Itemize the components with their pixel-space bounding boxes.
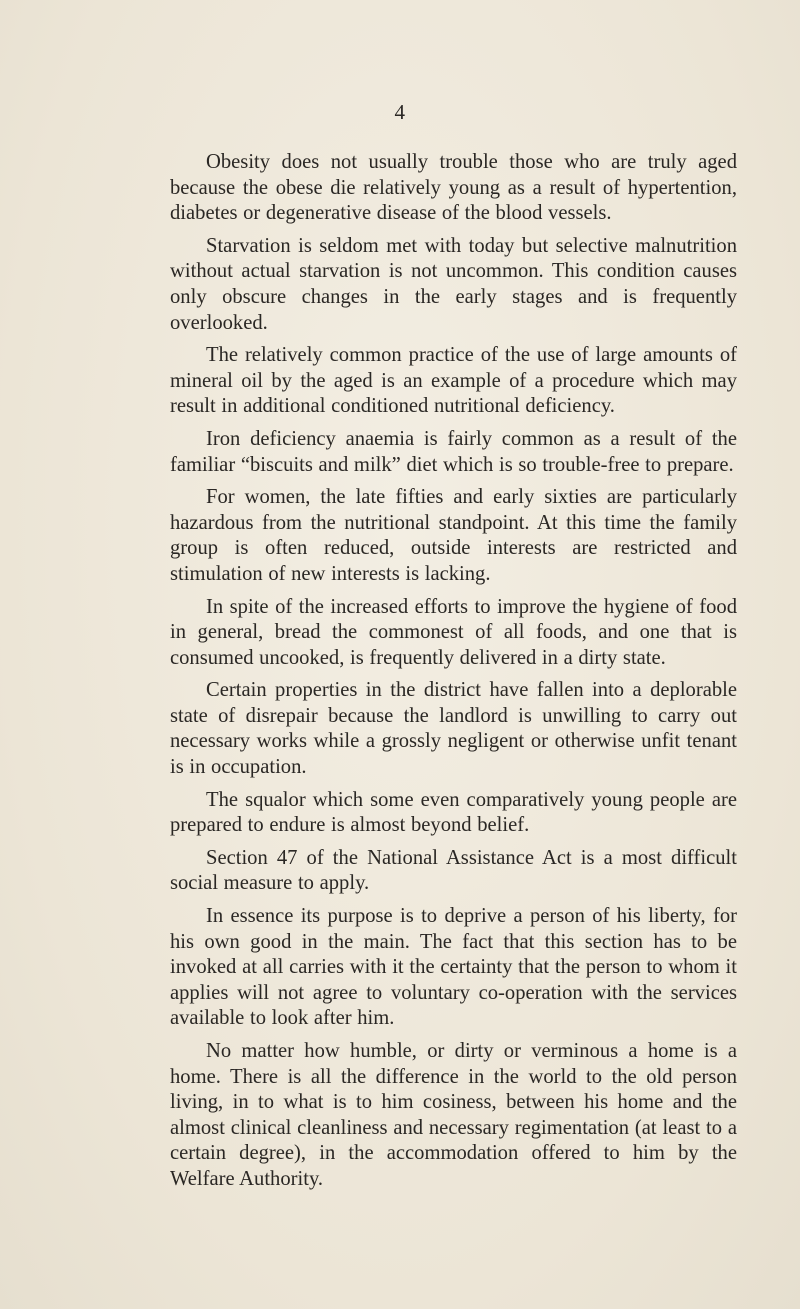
paragraph-purpose: In essence its purpose is to deprive a person of his liberty, for his own good in the main. The fact that this section has to be invoked at all carries with it the certainty that the person to whom it applies will not agree to voluntary co-operation with the services available to look after him. (170, 905, 737, 1030)
paragraph-disrepair: Certain properties in the district have fallen into a deplorable state of disrepair because the landlord is unwilling to carry out necessary works while a grossly negligent or otherwise unfit tenant is in occupation. (170, 679, 737, 779)
paragraph-squalor: The squalor which some even comparatively young people are prepared to endure is almost beyond belief. (170, 788, 737, 837)
paragraph-iron-deficiency: Iron deficiency anaemia is fairly common as a result of the familiar “biscuits and milk” diet which is so trouble-free to prepare. (170, 427, 737, 476)
paragraph-women: For women, the late fifties and early sixties are particularly hazardous from the nutritional standpoint. At this time the family group is often reduced, outside interests are restricted and stimulation of new interests is lacking. (170, 486, 737, 585)
paragraph-home: No matter how humble, or dirty or verminous a home is a home. There is all the difference in the world to the old person living, in to what is to him cosiness, between his home and the almost clinical cleanliness and necessary regimentation (at least to a certain degree), in the accommodation offered to him by the Welfare Authority. (170, 1040, 737, 1190)
body-text (170, 150, 737, 1200)
page-number: 4 (394, 100, 406, 124)
paragraph-mineral-oil: The relatively common practice of the use of large amounts of mineral oil by the aged is an example of a procedure which may result in additional conditioned nutritional deficiency. (170, 344, 737, 418)
paragraph-section-47: Section 47 of the National Assistance Act is a most difficult social measure to apply. (170, 846, 737, 895)
paragraph-starvation: Starvation is seldom met with today but selective malnutrition without actual starvation is not uncommon. This condition causes only obscure changes in the early stages and is frequently overlooked. (170, 234, 737, 334)
paragraph-obesity: Obesity does not usually trouble those who are truly aged because the obese die relatively young as a result of hypertention, diabetes or degenerative disease of the blood vessels. (170, 151, 737, 225)
paragraph-food-hygiene: In spite of the increased efforts to improve the hygiene of food in general, bread the commonest of all foods, and one that is consumed uncooked, is frequently delivered in a dirty state. (170, 595, 737, 669)
